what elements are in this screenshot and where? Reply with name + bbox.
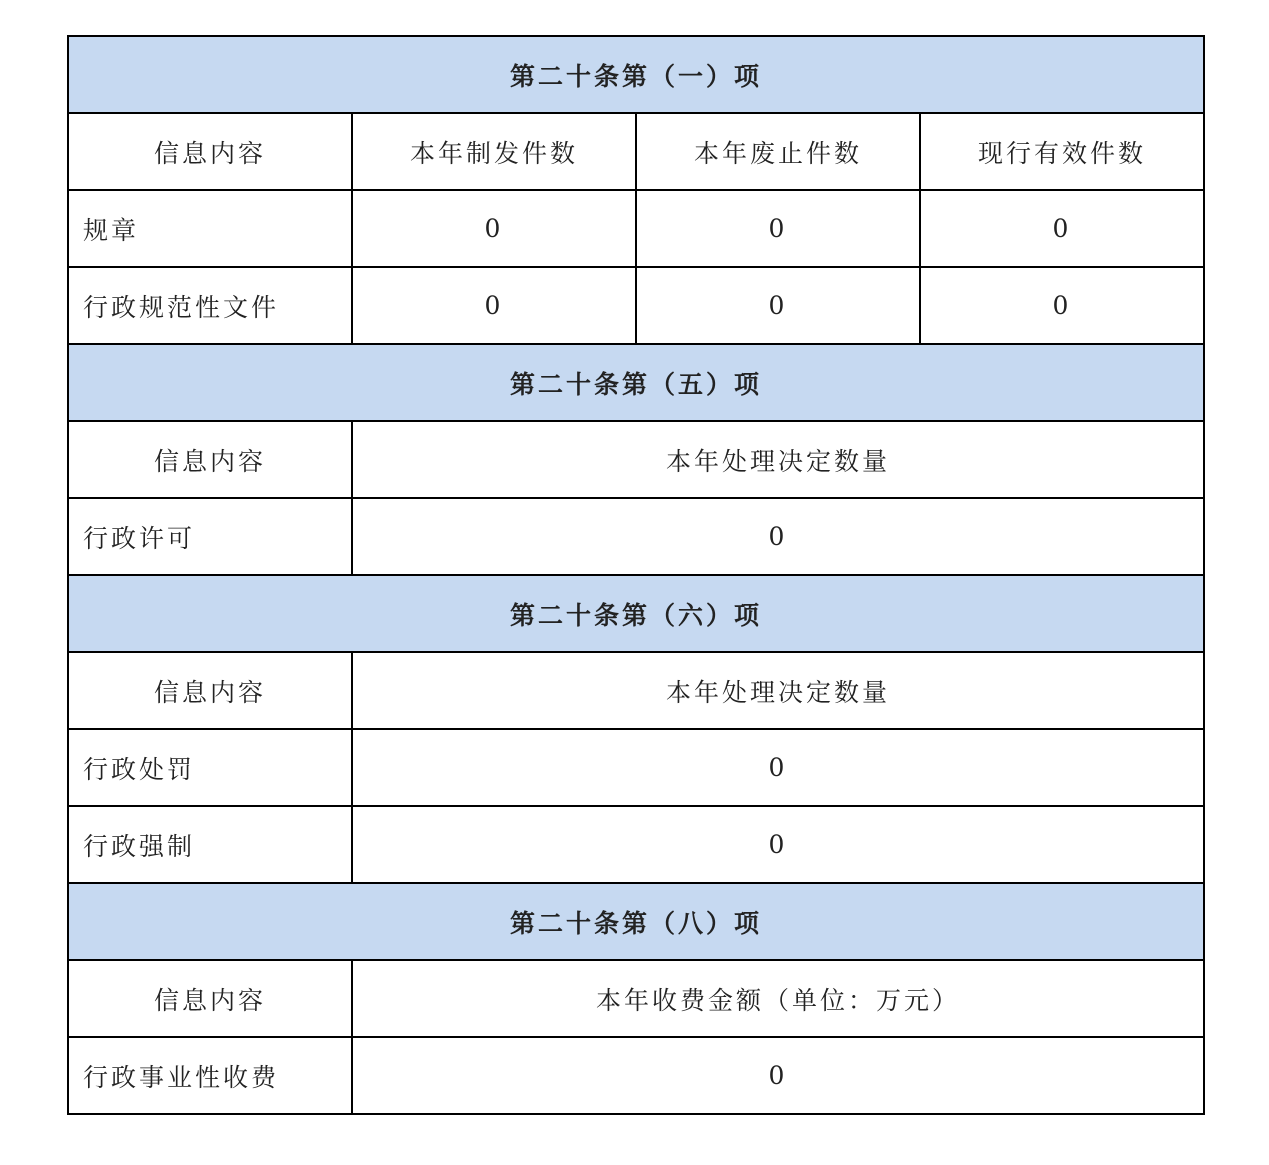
section-title: 第二十条第（五）项: [68, 344, 1204, 421]
cell-value: 0: [352, 729, 1204, 806]
column-header-row: [68, 113, 1204, 190]
table-row: [68, 267, 1204, 344]
section-header-row: [68, 883, 1204, 960]
section-header-row: [68, 36, 1204, 113]
table-row: [68, 1037, 1204, 1114]
header-decision-count: 本年处理决定数量: [352, 421, 1204, 498]
row-label: 行政规范性文件: [68, 267, 352, 344]
row-label: 行政许可: [68, 498, 352, 575]
cell-value: 0: [352, 1037, 1204, 1114]
header-info-content: 信息内容: [68, 421, 352, 498]
cell-value: 0: [352, 498, 1204, 575]
header-valid-count: 现行有效件数: [920, 113, 1204, 190]
header-info-content: 信息内容: [68, 113, 352, 190]
header-info-content: 信息内容: [68, 960, 352, 1037]
cell-value: 0: [352, 806, 1204, 883]
section-title: 第二十条第（六）项: [68, 575, 1204, 652]
row-label: 规章: [68, 190, 352, 267]
cell-value: 0: [352, 267, 636, 344]
column-header-row: [68, 960, 1204, 1037]
header-info-content: 信息内容: [68, 652, 352, 729]
cell-value: 0: [352, 190, 636, 267]
row-label: 行政强制: [68, 806, 352, 883]
header-repealed-count: 本年废止件数: [636, 113, 920, 190]
cell-value: 0: [636, 267, 920, 344]
row-label: 行政事业性收费: [68, 1037, 352, 1114]
section-title: 第二十条第（八）项: [68, 883, 1204, 960]
cell-value: 0: [636, 190, 920, 267]
column-header-row: [68, 652, 1204, 729]
cell-value: 0: [920, 267, 1204, 344]
table-row: [68, 729, 1204, 806]
table-row: [68, 806, 1204, 883]
row-label: 行政处罚: [68, 729, 352, 806]
section-header-row: [68, 575, 1204, 652]
table-row: [68, 190, 1204, 267]
section-title: 第二十条第（一）项: [68, 36, 1204, 113]
header-fee-amount: 本年收费金额（单位：万元）: [352, 960, 1204, 1037]
header-issued-count: 本年制发件数: [352, 113, 636, 190]
section-header-row: [68, 344, 1204, 421]
disclosure-table: [67, 35, 1205, 1115]
cell-value: 0: [920, 190, 1204, 267]
column-header-row: [68, 421, 1204, 498]
header-decision-count: 本年处理决定数量: [352, 652, 1204, 729]
table-row: [68, 498, 1204, 575]
